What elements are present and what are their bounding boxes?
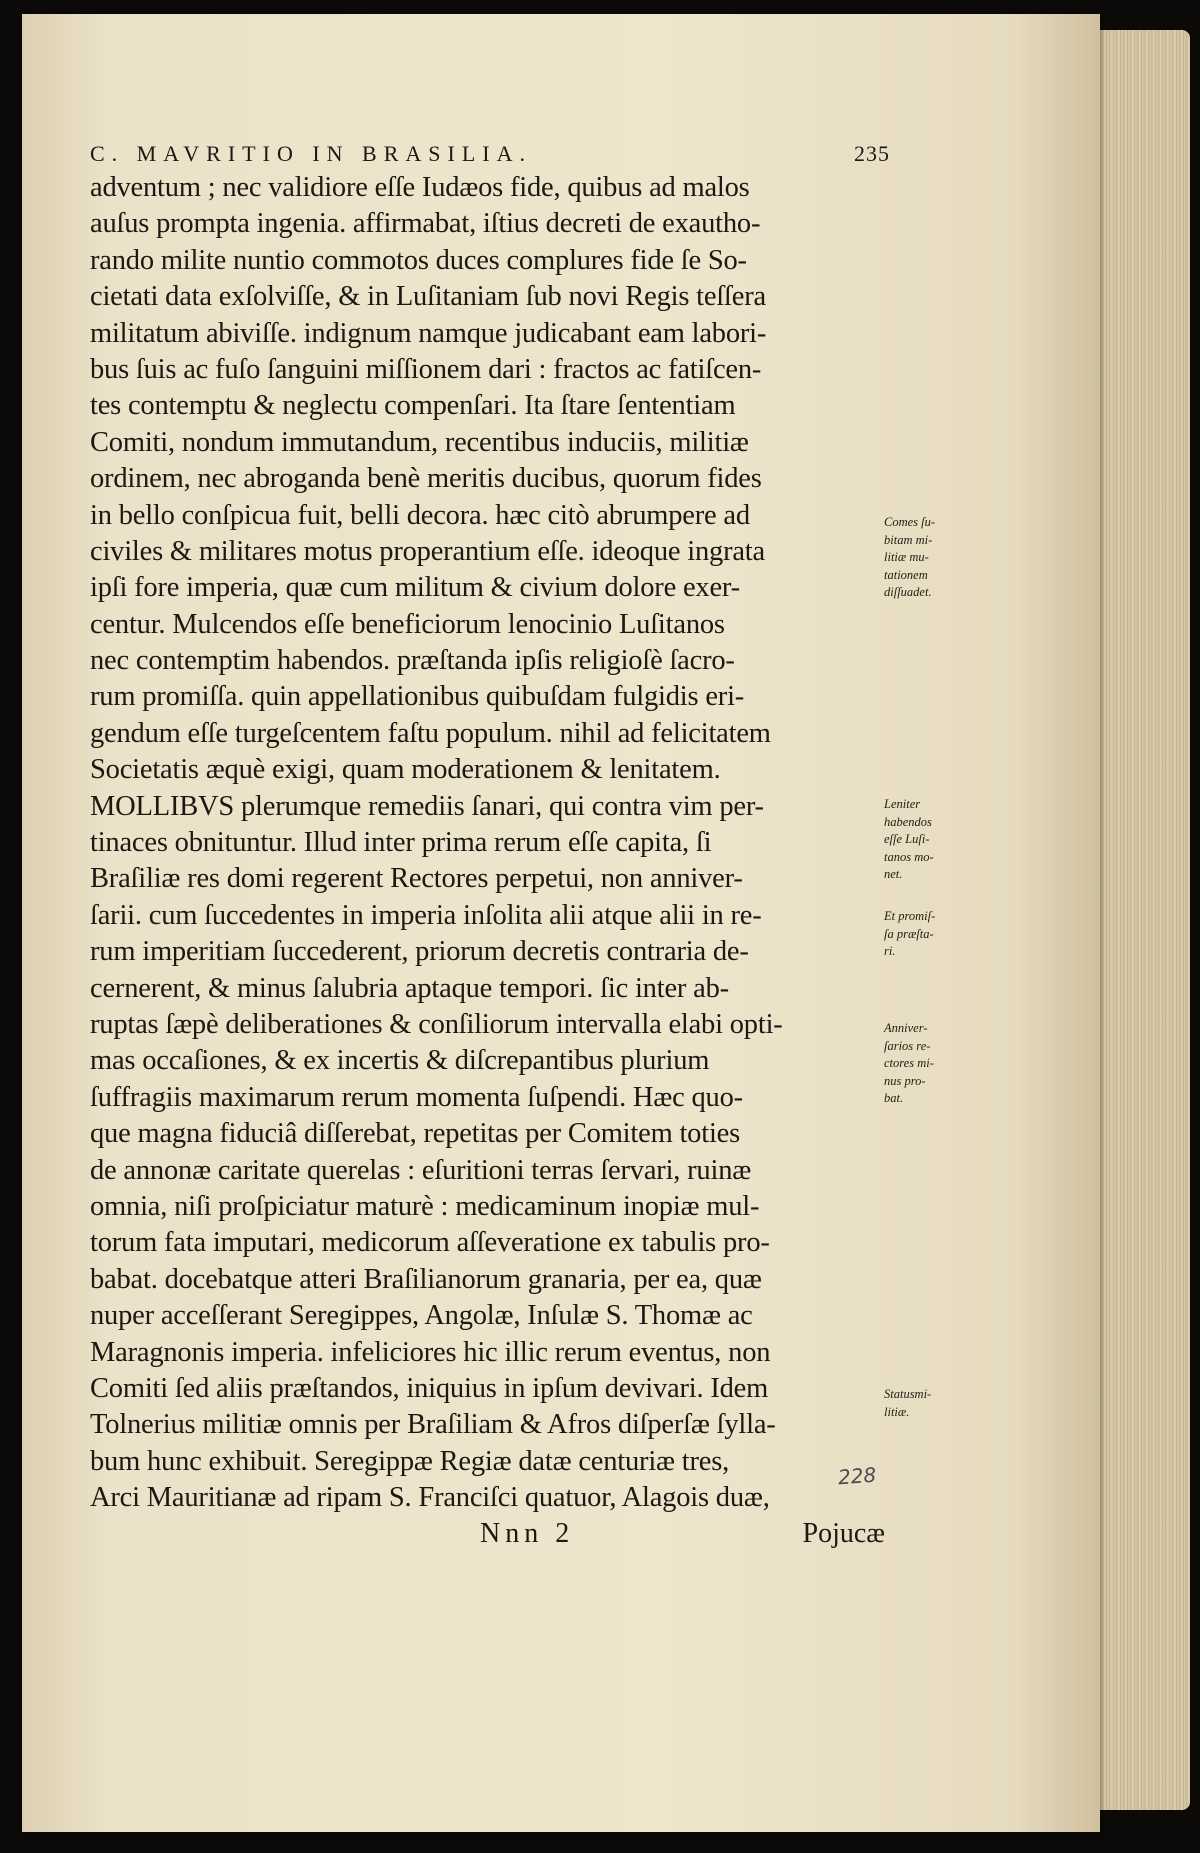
body-text xyxy=(90,170,890,1516)
text-line: Tolnerius militiæ omnis per Braſiliam & Afros diſperſæ ſylla- xyxy=(90,1409,776,1441)
margin-note-line: Anniver- xyxy=(884,1021,928,1035)
margin-note-line: ſa præſta- xyxy=(884,926,934,941)
text-line: de annonæ caritate querelas : eſuritioni terras ſervari, ruinæ xyxy=(90,1154,752,1186)
text-line: in bello conſpicua fuit, belli decora. hæc citò abrumpere ad xyxy=(90,499,750,531)
text-line: ipſi fore imperia, quæ cum militum & civium dolore exer- xyxy=(90,572,740,604)
margin-note-line: bitam mi- xyxy=(884,532,933,547)
margin-note-line: habendos xyxy=(884,814,932,829)
text-line: gendum eſſe turgeſcentem faſtu populum. nihil ad felicitatem xyxy=(90,717,771,749)
folio-number: 235 xyxy=(854,141,890,166)
text-line: MOLLIBVS plerumque remediis ſanari, qui contra vim per- xyxy=(90,790,764,822)
text-line: Arci Mauritianæ ad ripam S. Franciſci quatuor, Alagois duæ, xyxy=(90,1482,770,1514)
text-line: ordinem, nec abroganda benè meritis ducibus, quorum fides xyxy=(90,463,762,495)
margin-note-4 xyxy=(884,1020,964,1108)
text-line: nec contemptim habendos. præſtanda ipſis religioſè ſacro- xyxy=(90,645,735,677)
text-line: civiles & militares motus properantium eſſe. ideoque ingrata xyxy=(90,535,765,567)
margin-note-line: eſſe Luſi- xyxy=(884,832,930,846)
text-line: ſarii. cum ſuccedentes in imperia inſolita alii atque alii in re- xyxy=(90,899,762,931)
text-line: torum fata imputari, medicorum aſſeveratione ex tabulis pro- xyxy=(90,1227,770,1259)
handwritten-page-number: 228 xyxy=(837,1462,877,1490)
margin-note-3 xyxy=(884,908,964,961)
text-line: rum imperitiam ſuccederent, priorum decretis contraria de- xyxy=(90,936,749,968)
catchword: Pojucæ xyxy=(802,1518,885,1550)
margin-note-line: Comes ſu- xyxy=(884,515,936,529)
text-line: ſuffragiis maximarum rerum momenta ſuſpendi. Hæc quo- xyxy=(90,1081,743,1113)
text-line: omnia, niſi proſpiciatur maturè : medicaminum inopiæ mul- xyxy=(90,1190,760,1222)
margin-note-line: tationem xyxy=(884,567,928,582)
text-line: militatum abiviſſe. indignum namque judicabant eam labori- xyxy=(90,317,767,349)
page-footer xyxy=(90,1516,890,1552)
margin-note-line: diſſuadet. xyxy=(884,585,932,599)
text-line: tes contemptu & neglectu compenſari. Ita ſtare ſententiam xyxy=(90,390,736,422)
text-line: Maragnonis imperia. infeliciores hic illic rerum eventus, non xyxy=(90,1336,771,1368)
text-line: adventum ; nec validiore eſſe Iudæos fide, quibus ad malos xyxy=(90,172,750,203)
margin-note-line: net. xyxy=(884,867,903,881)
margin-note-line: Leniter xyxy=(884,797,921,811)
text-line: Societatis æquè exigi, quam moderationem & lenitatem. xyxy=(90,754,721,786)
page-edges xyxy=(1100,30,1190,1810)
text-line: cietati data exſolviſſe, & in Luſitaniam ſub novi Regis teſſera xyxy=(90,281,766,313)
margin-note-line: Statusmi- xyxy=(884,1387,932,1401)
text-line: ruptas ſæpè deliberationes & conſiliorum intervalla elabi opti- xyxy=(90,1008,783,1040)
margin-note-1 xyxy=(884,514,964,602)
margin-note-line: litiæ mu- xyxy=(884,550,929,564)
running-header xyxy=(90,138,890,170)
margin-note-line: ri. xyxy=(884,944,896,958)
text-line: bus ſuis ac fuſo ſanguini miſſionem dari : fractos ac fatiſcen- xyxy=(90,353,762,385)
margin-note-line: ſarios re- xyxy=(884,1038,931,1053)
margin-note-line: litiæ. xyxy=(884,1404,910,1419)
text-line: rando milite nuntio commotos duces complures fide ſe So- xyxy=(90,244,747,276)
text-line: mas occaſiones, & ex incertis & diſcrepantibus plurium xyxy=(90,1045,710,1077)
text-line: nuper acceſſerant Seregippes, Angolæ, Inſulæ S. Thomæ ac xyxy=(90,1300,753,1332)
signature-mark: Nnn 2 xyxy=(480,1518,575,1550)
main-text-block xyxy=(90,138,890,1552)
text-line: Comiti, nondum immutandum, recentibus induciis, militiæ xyxy=(90,426,749,458)
text-line: cernerent, & minus ſalubria aptaque tempori. ſic inter ab- xyxy=(90,972,729,1004)
text-line: Braſiliæ res domi regerent Rectores perpetui, non anniver- xyxy=(90,863,743,895)
margin-note-line: ctores mi- xyxy=(884,1056,934,1070)
text-line: Comiti ſed aliis præſtandos, iniquius in ipſum devivari. Idem xyxy=(90,1372,769,1404)
margin-note-line: tanos mo- xyxy=(884,849,934,864)
text-line: bum hunc exhibuit. Seregippæ Regiæ datæ centuriæ tres, xyxy=(90,1445,730,1477)
margin-note-line: bat. xyxy=(884,1091,904,1105)
text-line: babat. docebatque atteri Braſilianorum granaria, per ea, quæ xyxy=(90,1263,762,1295)
text-line: auſus prompta ingenia. affirmabat, iſtius decreti de exautho- xyxy=(90,208,761,240)
running-head: C. MAVRITIO IN BRASILIA. xyxy=(90,141,532,166)
margin-note-2 xyxy=(884,796,964,884)
margin-note-5 xyxy=(884,1386,964,1421)
text-line: centur. Mulcendos eſſe beneficiorum lenocinio Luſitanos xyxy=(90,608,725,640)
text-line: tinaces obnituntur. Illud inter prima rerum eſſe capita, ſi xyxy=(90,827,712,859)
text-line: que magna fiduciâ diſſerebat, repetitas per Comitem toties xyxy=(90,1118,741,1150)
margin-note-line: Et promiſ- xyxy=(884,909,936,923)
margin-note-line: nus pro- xyxy=(884,1073,926,1088)
text-line: rum promiſſa. quin appellationibus quibuſdam fulgidis eri- xyxy=(90,681,745,713)
